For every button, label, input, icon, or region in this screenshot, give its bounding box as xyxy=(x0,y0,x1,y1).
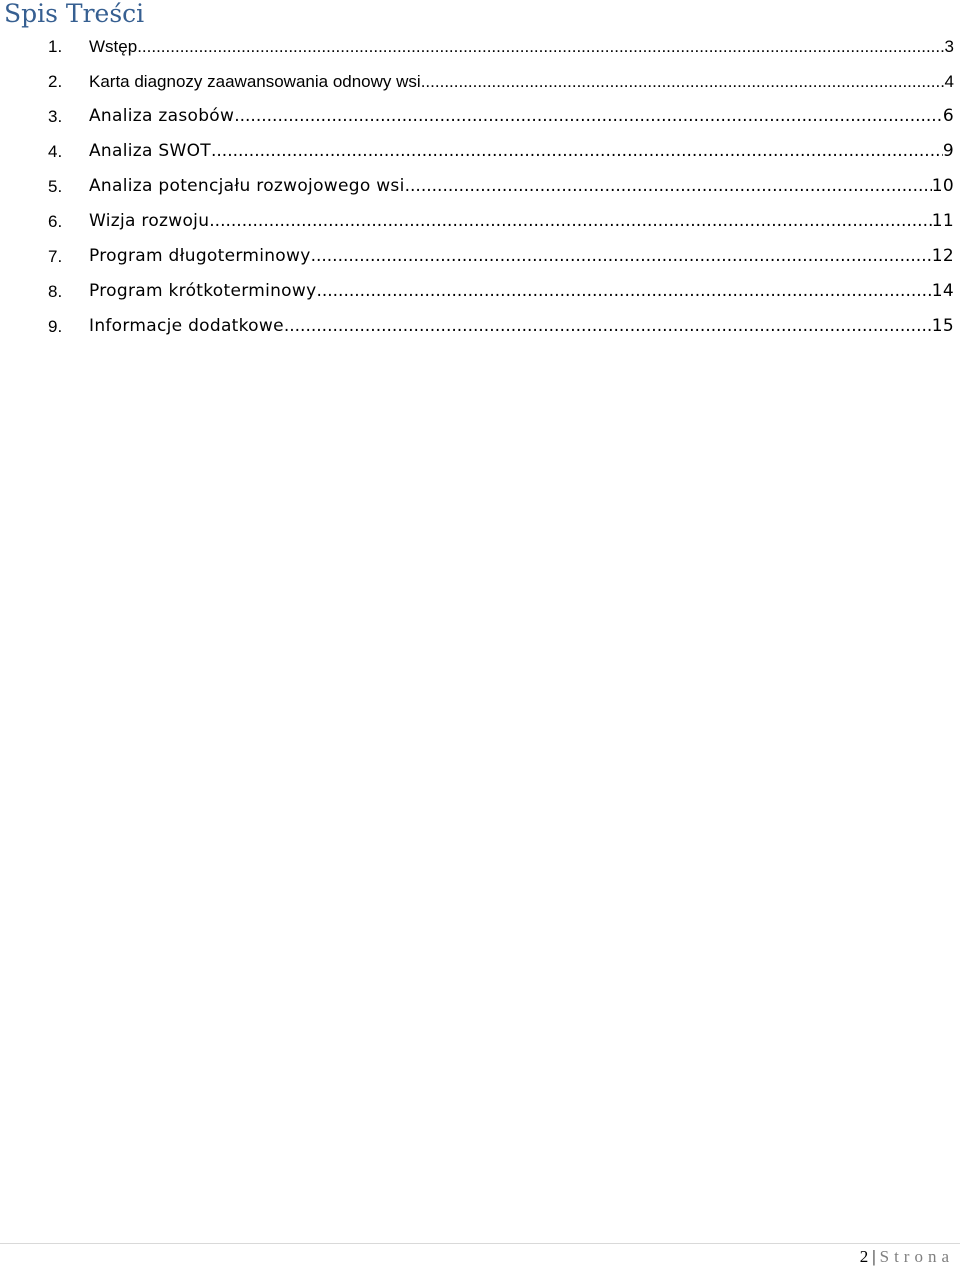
toc-entry-page[interactable]: 9 xyxy=(942,141,954,161)
footer-page-word: Strona xyxy=(879,1247,954,1266)
toc-leader-dots xyxy=(209,204,931,239)
toc-entry-row xyxy=(89,169,954,204)
toc-entry-4[interactable] xyxy=(0,134,960,169)
toc-entry-label[interactable]: Program krótkoterminowy xyxy=(89,281,317,301)
toc-entry-page[interactable]: 3 xyxy=(944,37,954,56)
toc-entry-label[interactable]: Karta diagnozy zaawansowania odnowy wsi xyxy=(89,72,421,91)
toc-entry-row xyxy=(89,134,954,169)
toc-entry-number: 4. xyxy=(48,142,63,161)
toc-entry-number: 9. xyxy=(48,317,63,336)
toc-entry-label[interactable]: Analiza SWOT xyxy=(89,141,211,161)
toc-entry-number: 6. xyxy=(48,212,63,231)
toc-entry-page[interactable]: 15 xyxy=(931,316,954,336)
toc-leader-dots xyxy=(316,274,931,309)
toc-entry-label[interactable]: Informacje dodatkowe xyxy=(89,316,284,336)
toc-entry-row xyxy=(89,239,954,274)
toc-entry-number: 1. xyxy=(48,37,63,56)
toc-entry-number: 5. xyxy=(48,177,63,196)
toc-entry-page[interactable]: 12 xyxy=(931,246,954,266)
page-footer xyxy=(860,1246,954,1268)
toc-title: Spis Treści xyxy=(4,0,145,28)
toc-entry-1[interactable] xyxy=(0,29,960,64)
toc-leader-dots xyxy=(284,309,932,344)
toc-entry-7[interactable] xyxy=(0,239,960,274)
toc-entry-label[interactable]: Analiza potencjału rozwojowego wsi xyxy=(89,176,405,196)
toc-list xyxy=(0,29,960,344)
toc-entry-row xyxy=(89,204,954,239)
toc-leader-dots xyxy=(405,169,932,204)
footer-separator: | xyxy=(872,1247,876,1266)
toc-leader-dots xyxy=(311,239,932,274)
toc-entry-row xyxy=(89,64,954,99)
toc-entry-row xyxy=(89,29,954,64)
toc-entry-number: 2. xyxy=(48,72,63,91)
toc-entry-page[interactable]: 11 xyxy=(931,211,954,231)
toc-entry-number: 3. xyxy=(48,107,63,126)
toc-entry-row xyxy=(89,274,954,309)
toc-entry-row xyxy=(89,99,954,134)
toc-entry-9[interactable] xyxy=(0,309,960,344)
toc-entry-number: 8. xyxy=(48,282,63,301)
toc-leader-dots xyxy=(137,29,944,64)
toc-entry-label[interactable]: Wizja rozwoju xyxy=(89,211,210,231)
toc-entry-label[interactable]: Program długoterminowy xyxy=(89,246,311,266)
toc-leader-dots xyxy=(234,99,943,134)
toc-entry-label[interactable]: Wstęp xyxy=(89,37,138,56)
toc-entry-8[interactable] xyxy=(0,274,960,309)
toc-entry-page[interactable]: 6 xyxy=(942,106,954,126)
toc-entry-row xyxy=(89,309,954,344)
toc-entry-page[interactable]: 10 xyxy=(931,176,954,196)
footer-page-number: 2 xyxy=(859,1247,869,1266)
toc-leader-dots xyxy=(421,64,945,99)
toc-entry-page[interactable]: 4 xyxy=(944,72,954,91)
toc-entry-6[interactable] xyxy=(0,204,960,239)
toc-entry-5[interactable] xyxy=(0,169,960,204)
toc-entry-page[interactable]: 14 xyxy=(931,281,954,301)
toc-entry-2[interactable] xyxy=(0,64,960,99)
footer-divider xyxy=(0,1243,960,1244)
toc-entry-number: 7. xyxy=(48,247,63,266)
toc-entry-label[interactable]: Analiza zasobów xyxy=(89,106,235,126)
toc-leader-dots xyxy=(211,134,943,169)
toc-entry-3[interactable] xyxy=(0,99,960,134)
